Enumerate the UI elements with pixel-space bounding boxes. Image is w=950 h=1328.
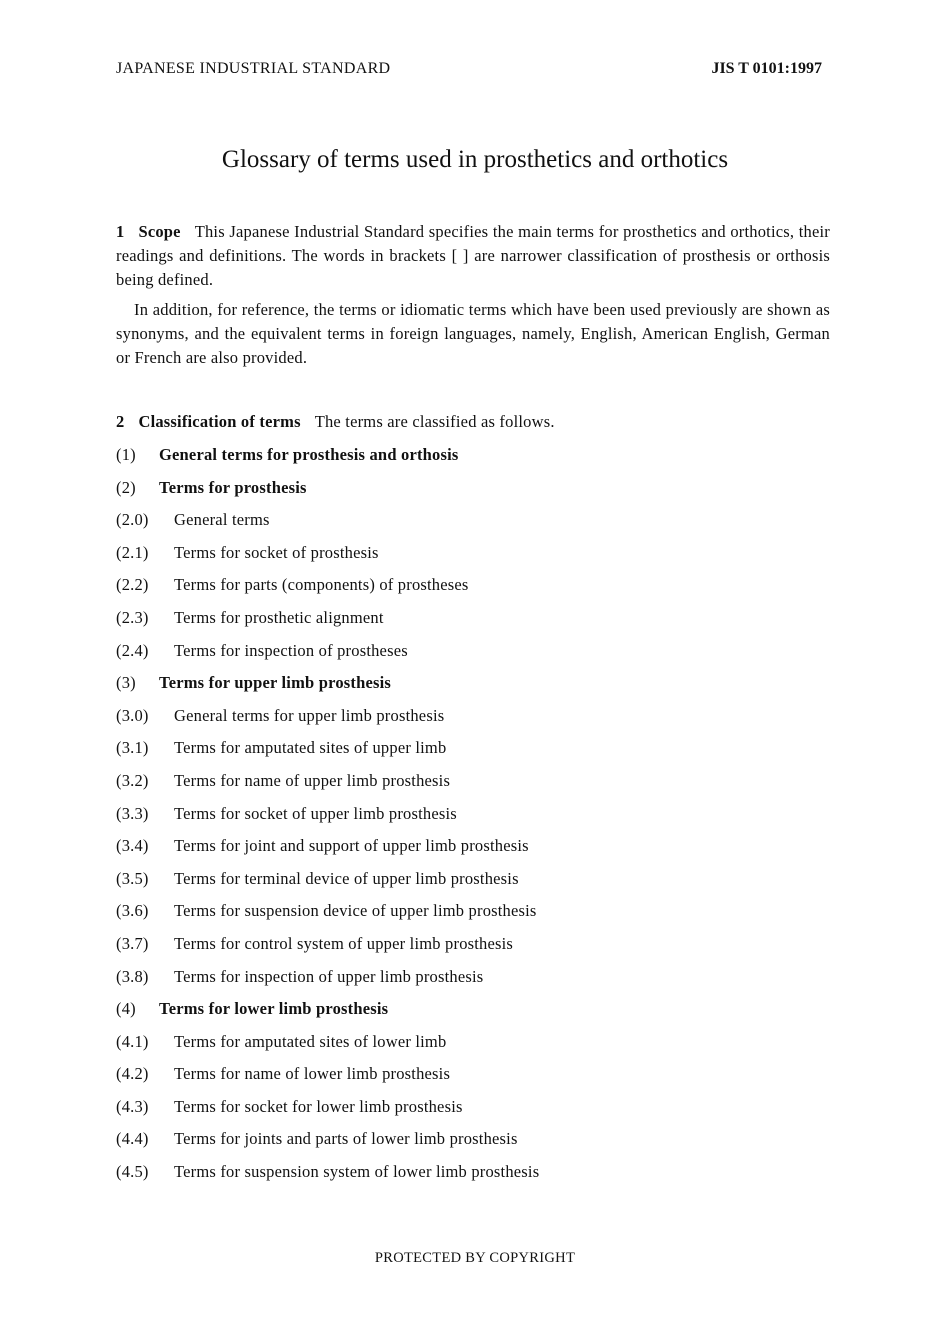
classification-item: [116, 869, 539, 902]
section-1-scope: [116, 220, 830, 292]
section-1-number: 1: [116, 222, 125, 241]
section-1-text: This Japanese Industrial Standard specifies the main terms for prosthetics and orthotics, their readings and definitions. The words in brackets [ ] are narrower classification of prosthesis or orthosis being defined.: [116, 222, 830, 289]
classification-item-number: (4.2): [116, 1064, 149, 1084]
classification-item-text: General terms for upper limb prosthesis: [174, 705, 445, 725]
section-1-paragraph-2: In addition, for reference, the terms or idiomatic terms which have been used previously are shown as synonyms, and the equivalent terms in foreign languages, namely, English, American English, German or French are also provided.: [116, 300, 830, 367]
classification-item-text: Terms for parts (components) of prostheses: [174, 575, 469, 595]
classification-item-number: (3.4): [116, 836, 149, 856]
classification-item: [116, 445, 539, 478]
page-title: Glossary of terms used in prosthetics and orthotics: [221, 146, 729, 173]
classification-item-text: Terms for control system of upper limb prosthesis: [174, 933, 514, 953]
classification-item-text: Terms for name of upper limb prosthesis: [174, 770, 451, 790]
classification-item-text: Terms for socket of upper limb prosthesis: [174, 803, 457, 823]
classification-item: [116, 1064, 539, 1097]
classification-item-number: (4.4): [116, 1129, 149, 1149]
classification-item-text: Terms for socket for lower limb prosthesis: [174, 1096, 463, 1116]
classification-item-number: (3): [116, 673, 136, 693]
classification-item-number: (2.3): [116, 607, 149, 627]
section-2-text: The terms are classified as follows.: [314, 412, 555, 431]
classification-item-number: (4.1): [116, 1031, 149, 1051]
classification-item-number: (3.5): [116, 868, 149, 888]
classification-item-number: (2.1): [116, 542, 149, 562]
classification-item-number: (4): [116, 999, 136, 1019]
classification-item-text: Terms for inspection of upper limb prosthesis: [174, 966, 484, 986]
classification-item: [116, 934, 539, 967]
classification-item: [116, 641, 539, 674]
classification-item-number: (2): [116, 477, 136, 497]
classification-item-number: (4.3): [116, 1096, 149, 1116]
classification-item: [116, 1097, 539, 1130]
classification-item-number: (2.2): [116, 575, 149, 595]
classification-item-number: (2.0): [116, 510, 149, 530]
classification-item: [116, 901, 539, 934]
classification-item: [116, 478, 539, 511]
classification-item: [116, 771, 539, 804]
classification-item-text: General terms: [174, 510, 270, 530]
classification-item: [116, 510, 539, 543]
classification-list: [116, 445, 539, 1195]
classification-item: [116, 967, 539, 1000]
classification-item-text: Terms for name of lower limb prosthesis: [174, 1064, 451, 1084]
classification-item-text: Terms for prosthetic alignment: [174, 607, 384, 627]
classification-item: [116, 1032, 539, 1065]
classification-item: [116, 1162, 539, 1195]
classification-item-text: Terms for suspension system of lower limb prosthesis: [174, 1162, 540, 1182]
classification-item-text: Terms for socket of prosthesis: [174, 542, 379, 562]
classification-item: [116, 804, 539, 837]
classification-item-text: Terms for amputated sites of lower limb: [174, 1031, 447, 1051]
classification-item: [116, 738, 539, 771]
classification-item: [116, 543, 539, 576]
classification-item: [116, 1129, 539, 1162]
footer-copyright: PROTECTED BY COPYRIGHT: [374, 1250, 576, 1266]
classification-item-number: (1): [116, 445, 136, 464]
classification-item-text: Terms for suspension device of upper limb prosthesis: [174, 901, 537, 921]
classification-item-number: (3.3): [116, 803, 149, 823]
classification-item-text: Terms for upper limb prosthesis: [159, 673, 392, 693]
classification-item-text: Terms for joints and parts of lower limb prosthesis: [174, 1129, 518, 1149]
classification-item-number: (2.4): [116, 640, 149, 660]
classification-item-number: (3.2): [116, 770, 149, 790]
classification-item: [116, 706, 539, 739]
section-2-heading: Classification of terms: [138, 412, 301, 431]
header-organization: JAPANESE INDUSTRIAL STANDARD: [116, 60, 391, 77]
classification-item-number: (3.6): [116, 901, 149, 921]
section-2-classification: [116, 412, 555, 432]
section-2-number: 2: [116, 412, 125, 431]
classification-item-text: Terms for inspection of prostheses: [174, 640, 408, 660]
classification-item: [116, 836, 539, 869]
header-standard-number: JIS T 0101:1997: [711, 60, 822, 77]
classification-item: [116, 999, 539, 1032]
classification-item-number: (3.8): [116, 966, 149, 986]
classification-item-text: Terms for terminal device of upper limb prosthesis: [174, 868, 519, 888]
section-1-heading: Scope: [138, 222, 181, 241]
classification-item-number: (3.0): [116, 705, 149, 725]
classification-item: [116, 673, 539, 706]
classification-item-text: Terms for joint and support of upper limb prosthesis: [174, 836, 529, 856]
classification-item-number: (4.5): [116, 1162, 149, 1182]
classification-item-number: (3.1): [116, 738, 149, 758]
classification-item-number: (3.7): [116, 933, 149, 953]
classification-item: [116, 575, 539, 608]
classification-item-text: Terms for amputated sites of upper limb: [174, 738, 447, 758]
classification-item-text: Terms for prosthesis: [159, 477, 307, 497]
classification-item-text: General terms for prosthesis and orthosis: [159, 445, 459, 464]
classification-item: [116, 608, 539, 641]
classification-item-text: Terms for lower limb prosthesis: [159, 999, 389, 1019]
